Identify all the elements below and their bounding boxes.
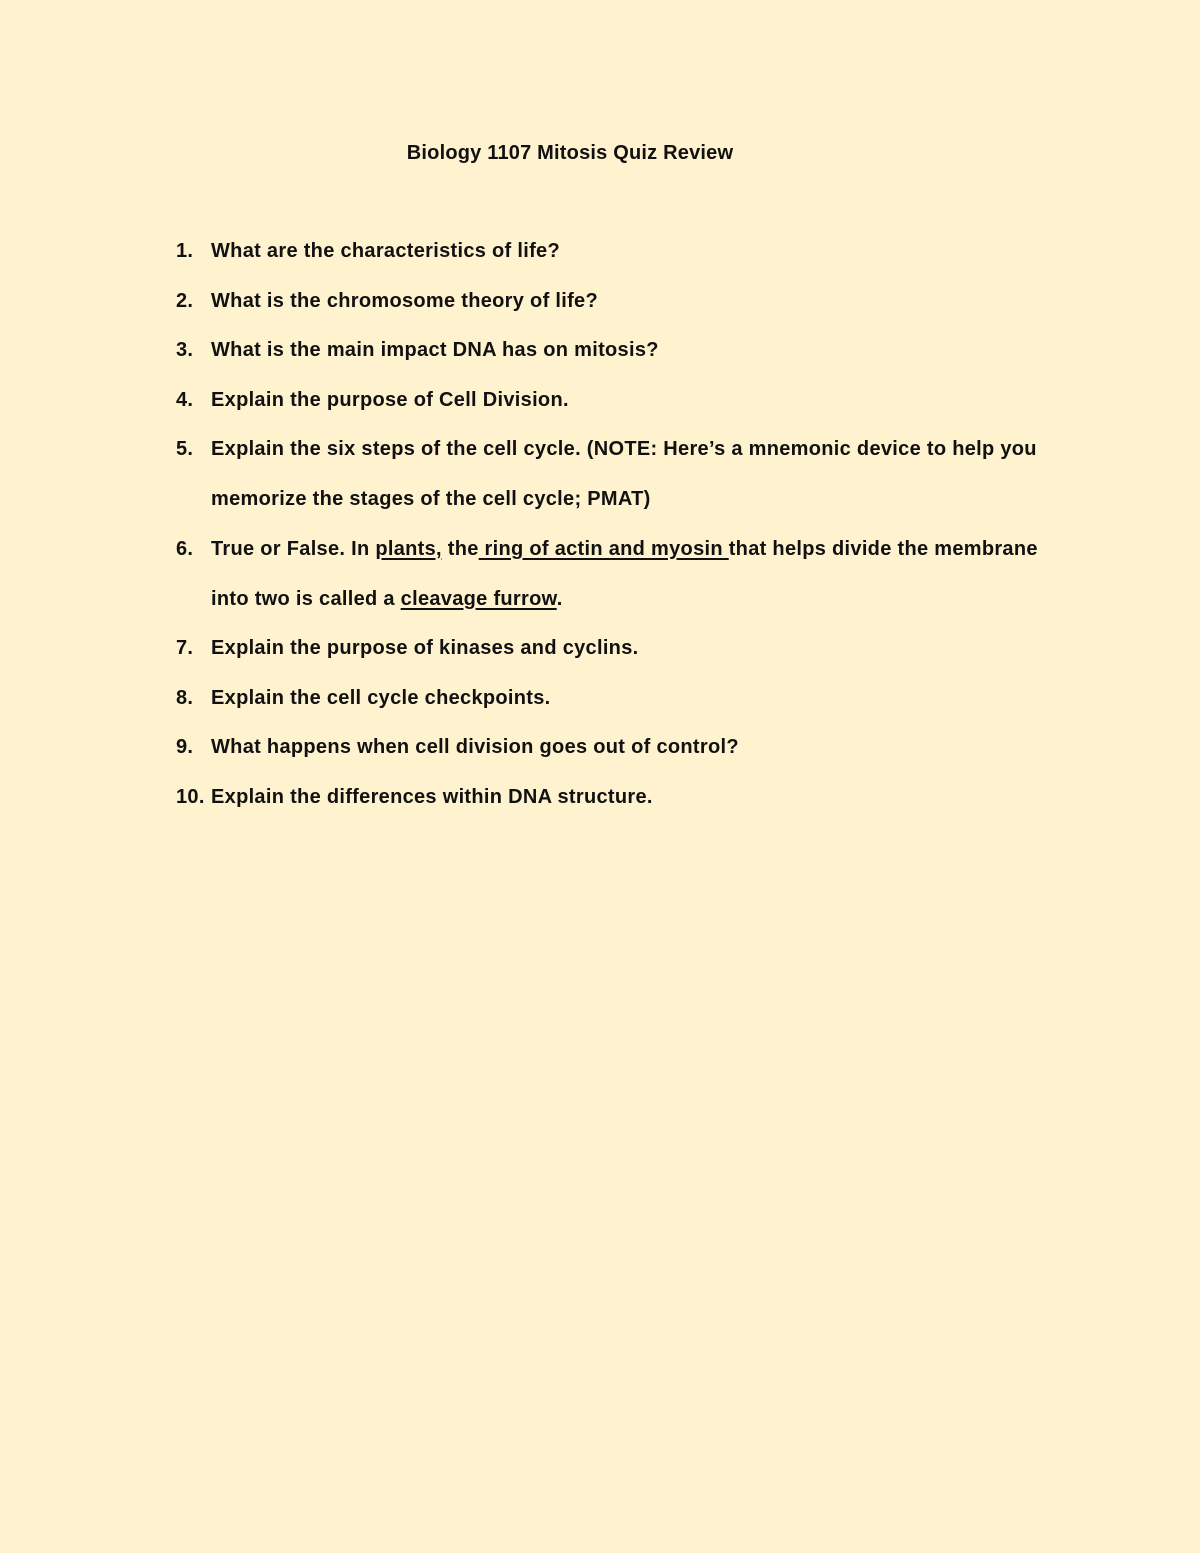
question-text-segment: True or False. In xyxy=(211,537,376,560)
question-number: 3. xyxy=(176,339,194,361)
question-text: What is the chromosome theory of life? xyxy=(211,289,598,312)
question-item-10 xyxy=(176,772,1076,822)
question-item-6 xyxy=(176,524,1076,624)
question-item-9 xyxy=(176,722,1076,772)
question-number: 5. xyxy=(176,438,194,460)
question-number: 6. xyxy=(176,537,194,560)
question-text: Explain the six steps of the cell cycle. (NOTE: Here’s a mnemonic device to help you memorize the stages of the cell cycle; PMAT) xyxy=(211,438,1037,510)
underlined-term-cleavage-furrow: cleavage furrow xyxy=(400,587,557,610)
question-text-segment: . xyxy=(556,587,563,610)
question-text: What is the main impact DNA has on mitosis? xyxy=(211,339,659,361)
question-number: 9. xyxy=(176,736,194,758)
question-text: What are the characteristics of life? xyxy=(211,240,560,262)
question-number: 10. xyxy=(176,785,205,808)
question-item-2 xyxy=(176,276,1076,326)
question-item-3 xyxy=(176,325,1076,375)
question-number: 8. xyxy=(176,686,194,709)
question-text: Explain the purpose of Cell Division. xyxy=(211,388,569,411)
question-list xyxy=(176,226,1076,821)
underlined-term-ring: ring of actin and myosin xyxy=(478,537,729,560)
question-text-segment: that helps divide the membrane into two is called a xyxy=(211,537,1038,610)
question-item-4 xyxy=(176,375,1076,425)
question-number: 4. xyxy=(176,388,194,411)
question-item-5 xyxy=(176,424,1076,524)
page-title: Biology 1107 Mitosis Quiz Review xyxy=(406,142,734,164)
question-item-7 xyxy=(176,623,1076,673)
underlined-term-plants: plants, xyxy=(375,537,442,560)
question-item-8 xyxy=(176,673,1076,723)
question-number: 2. xyxy=(176,289,194,312)
question-item-1 xyxy=(176,226,1076,276)
question-text: Explain the differences within DNA structure. xyxy=(211,785,653,808)
question-text: Explain the cell cycle checkpoints. xyxy=(211,686,551,709)
question-text xyxy=(211,524,1076,624)
question-number: 7. xyxy=(176,637,194,659)
question-number: 1. xyxy=(176,240,194,262)
question-text: What happens when cell division goes out of control? xyxy=(211,736,739,758)
question-text-segment: the xyxy=(441,537,479,560)
question-text: Explain the purpose of kinases and cyclins. xyxy=(211,637,639,659)
